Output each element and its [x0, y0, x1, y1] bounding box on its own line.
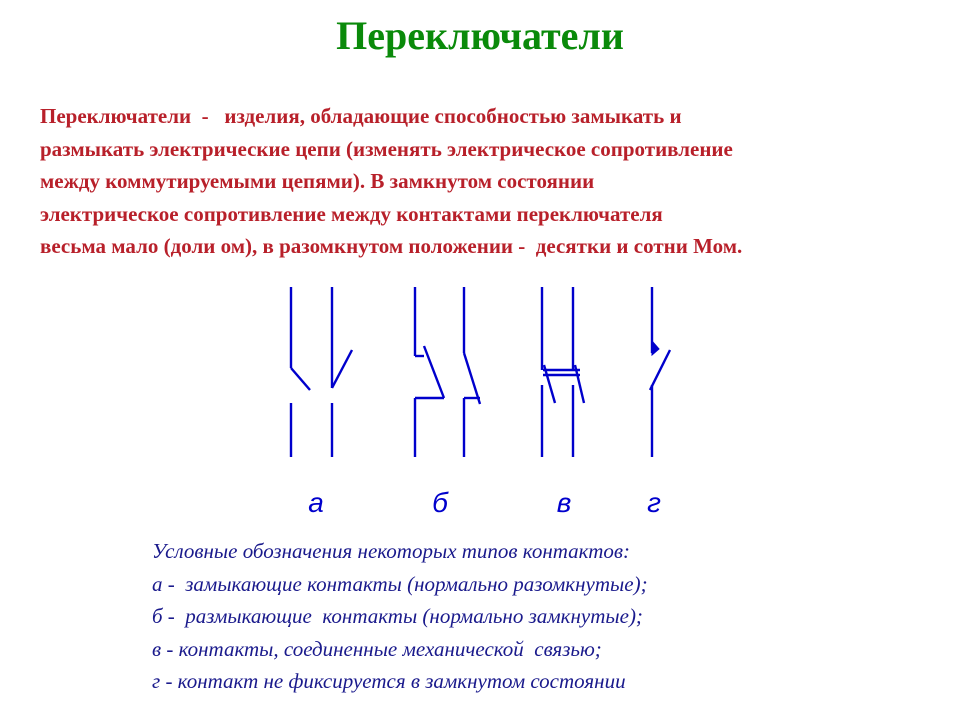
contact-label-b: б	[432, 487, 448, 518]
legend-line-g: г - контакт не фиксируется в замкнутом состоянии	[152, 669, 626, 693]
legend-text	[152, 535, 912, 698]
contact-label-g: г	[647, 487, 661, 518]
contact-b-left-blade	[424, 346, 444, 398]
slide-title: Переключатели	[336, 13, 624, 58]
contact-a-left-blade	[291, 368, 310, 390]
contact-label-a: а	[308, 487, 324, 518]
contact-b-right-blade	[464, 353, 480, 404]
legend-line-b: б - размыкающие контакты (нормально замкнутые);	[152, 604, 643, 628]
definition-line: между коммутируемыми цепями). В замкнутом состоянии	[40, 169, 595, 193]
contact-g-blade	[650, 350, 670, 390]
definition-line: весьма мало (доли ом), в разомкнутом положении - десятки и сотни Мом.	[40, 234, 743, 258]
contact-b-symbol	[415, 287, 480, 457]
contact-v-symbol	[542, 287, 584, 457]
definition-line: размыкать электрические цепи (изменять электрическое сопротивление	[40, 136, 733, 161]
legend-line-v: в - контакты, соединенные механической связью;	[152, 636, 602, 661]
definition-line: Переключатели - изделия, обладающие способностью замыкать и	[40, 104, 682, 128]
contact-label-v: в	[556, 487, 572, 518]
contact-a-symbol	[291, 287, 352, 457]
definition-line: электрическое сопротивление между контактами переключателя	[40, 201, 663, 226]
legend-line-heading: Условные обозначения некоторых типов контактов:	[152, 539, 630, 563]
contact-g-symbol	[650, 287, 670, 457]
legend-line-a: а - замыкающие контакты (нормально разомкнутые);	[152, 571, 648, 596]
contact-g-arrow-marker	[652, 341, 659, 355]
contact-a-right-blade	[332, 350, 352, 388]
